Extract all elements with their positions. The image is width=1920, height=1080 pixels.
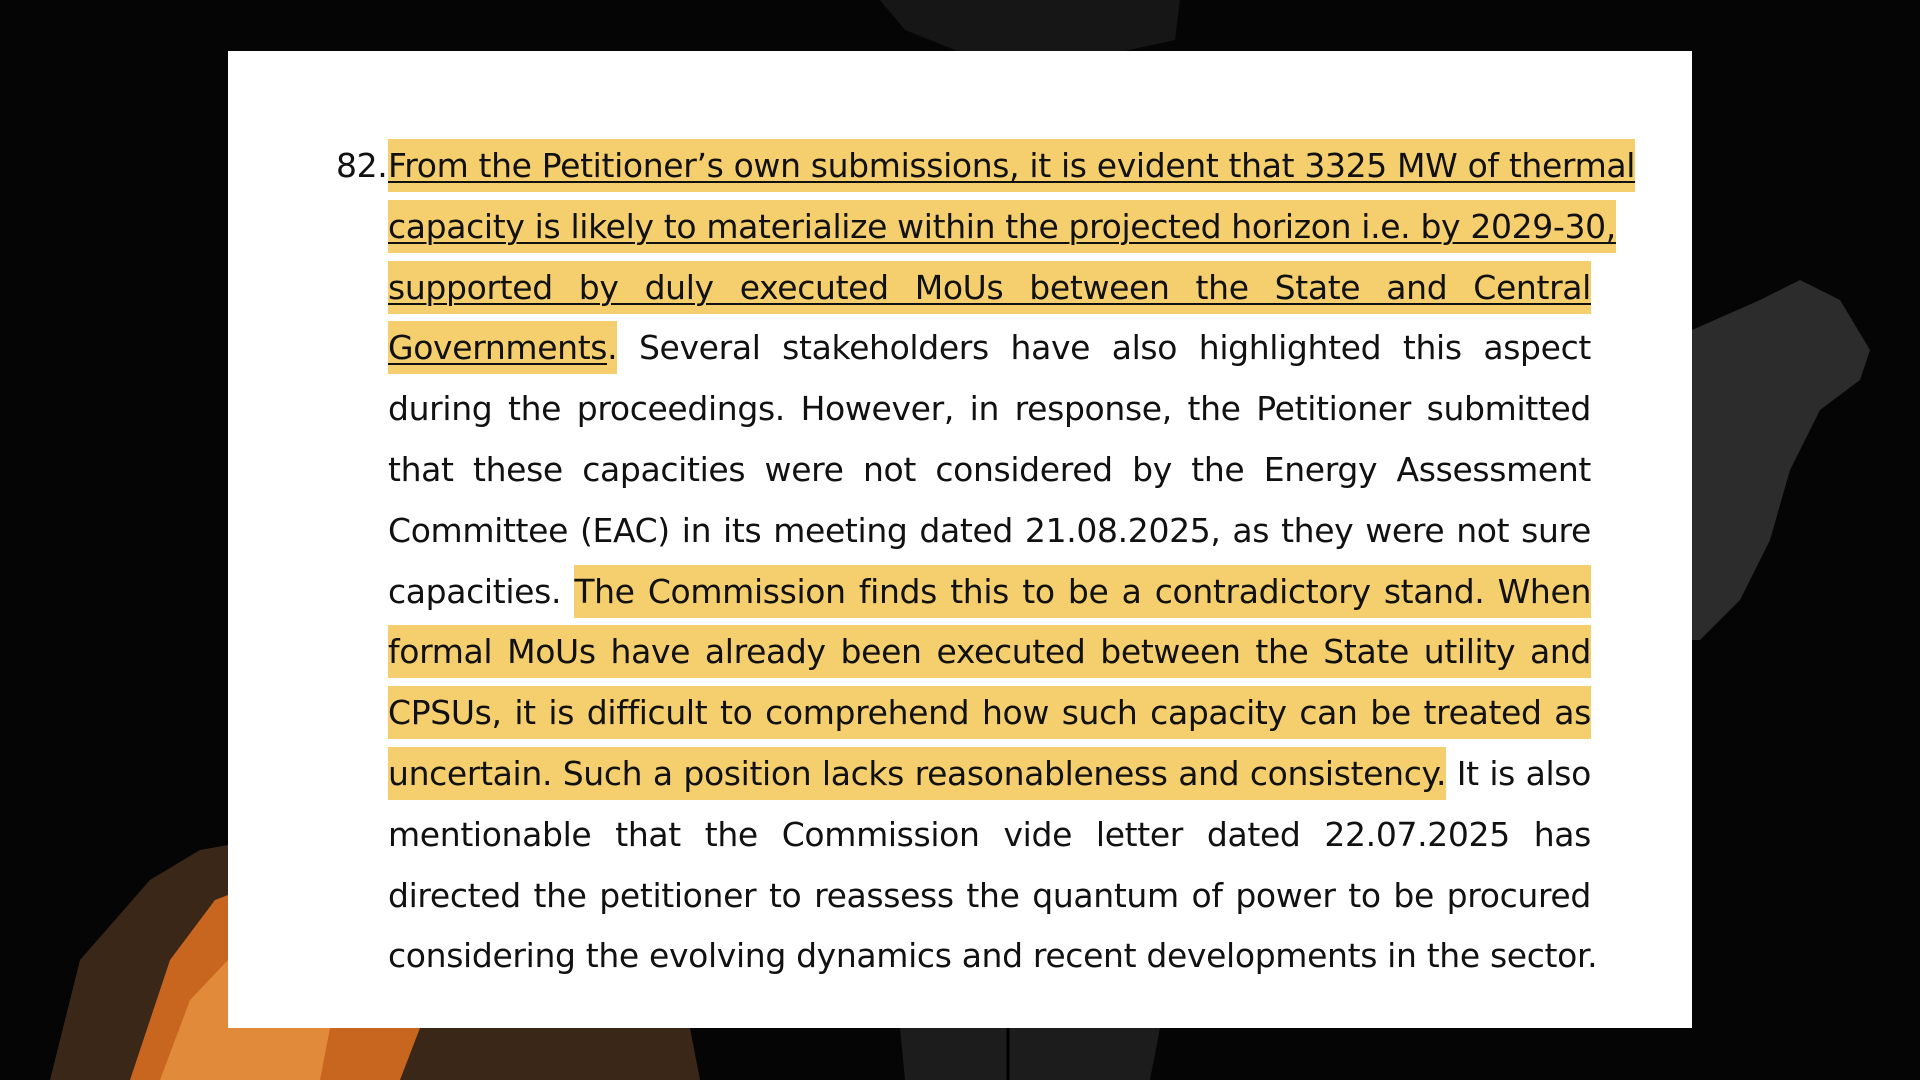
text-line — [388, 501, 1591, 562]
text-line — [388, 379, 1591, 440]
plain-text: Several stakeholders have also highlighted this aspect — [617, 328, 1591, 368]
highlighted-text: The Commission finds this to be a contradictory stand. When — [574, 571, 1592, 611]
plain-text: It is also — [1446, 753, 1591, 793]
text-line — [388, 866, 1591, 927]
text-line — [388, 197, 1616, 258]
highlighted-text: . — [607, 328, 618, 368]
map-top-shape — [880, 0, 1180, 52]
text-line — [388, 318, 1591, 379]
paragraph-number: 82. — [336, 146, 388, 185]
paragraph-82 — [336, 136, 1636, 987]
map-bottom-shape — [900, 1028, 1160, 1080]
map-right-shape — [1692, 280, 1870, 640]
plain-text: directed the petitioner to reassess the quantum of power to be procured — [388, 875, 1591, 915]
document-page — [228, 51, 1692, 1028]
highlighted-underlined-text: supported by duly executed MoUs between the State and Central — [388, 267, 1591, 307]
text-line — [388, 562, 1591, 623]
text-line — [388, 440, 1591, 501]
text-line — [388, 805, 1591, 866]
text-line — [388, 622, 1591, 683]
highlighted-text: formal MoUs have already been executed between the State utility and — [388, 632, 1591, 672]
plain-text: mentionable that the Commission vide letter dated 22.07.2025 has — [388, 814, 1591, 854]
text-line — [388, 926, 1598, 987]
text-line — [336, 136, 1636, 197]
highlighted-underlined-text: capacity is likely to materialize within the projected horizon i.e. by 2029-30, — [388, 206, 1616, 246]
highlighted-text: CPSUs, it is difficult to comprehend how such capacity can be treated as — [388, 693, 1591, 733]
plain-text: that these capacities were not considered by the Energy Assessment — [388, 449, 1591, 489]
highlighted-text: uncertain. Such a position lacks reasonableness and consistency. — [388, 753, 1447, 793]
highlighted-underlined-text: From the Petitioner’s own submissions, it is evident that 3325 MW of thermal — [388, 146, 1636, 185]
text-line — [388, 744, 1591, 805]
plain-text: during the proceedings. However, in response, the Petitioner submitted — [388, 389, 1591, 429]
plain-text: considering the evolving dynamics and recent developments in the sector. — [388, 936, 1598, 976]
plain-text: Committee (EAC) in its meeting dated 21.08.2025, as they were not sure — [388, 510, 1591, 550]
text-line — [388, 683, 1591, 744]
plain-text: capacities. — [388, 571, 575, 611]
text-line — [388, 258, 1591, 319]
highlighted-underlined-text: Governments — [388, 328, 608, 368]
